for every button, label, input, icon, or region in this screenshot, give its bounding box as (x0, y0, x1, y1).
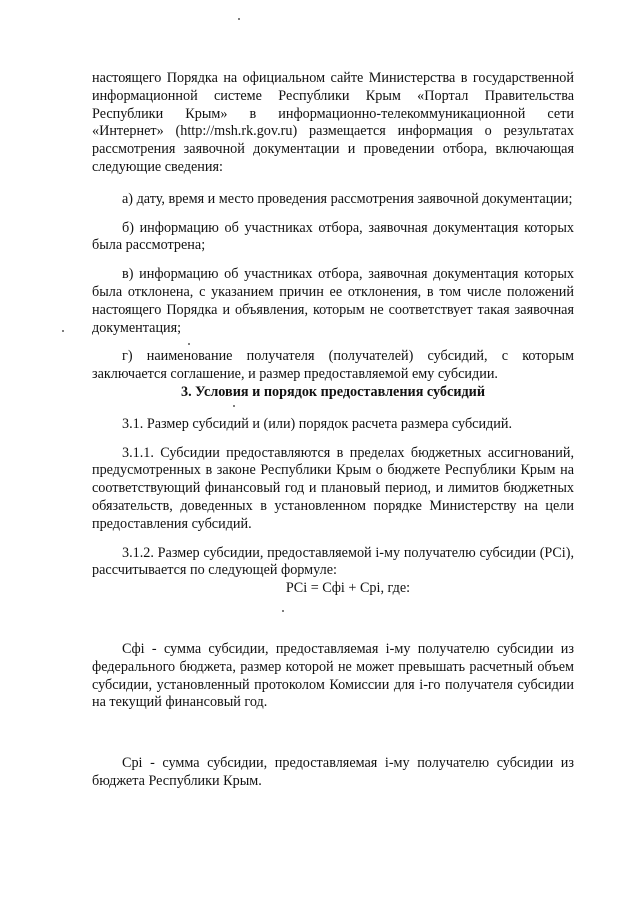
clause-3-1-1: 3.1.1. Субсидии предоставляются в пределах бюджетных ассигнований, предусмотренных в законе Республики Крым о бюджете Республики Крым на соответствующий финансовый год и плановый период, и лимитов бюджетных обязательств, доведенных в установленном порядке Министерству на цели предоставления субсидий. (92, 444, 574, 532)
scan-speck (62, 330, 64, 332)
definition-cfi: Cфi - сумма субсидии, предоставляемая i-му получателю субсидии из федерального бюджета, размер которой не может превышать расчетный объем субсидии, установленный протоколом Комиссии для i-го получателя субсидии на текущий финансовый год. (92, 640, 574, 711)
scan-speck (238, 18, 240, 20)
list-item-d: г) наименование получателя (получателей) субсидий, с которым заключается соглашение, и размер предоставляемой ему субсидии. (92, 348, 574, 383)
scan-speck (282, 610, 284, 612)
scan-speck (188, 343, 190, 345)
list-item-a: а) дату, время и место проведения рассмотрения заявочной документации; (122, 190, 573, 207)
clause-3-1-2: 3.1.2. Размер субсидии, предоставляемой i-му получателю субсидии (PCi), рассчитывается по следующей формуле: (92, 544, 574, 579)
clause-3-1: 3.1. Размер субсидий и (или) порядок расчета размера субсидий. (122, 415, 513, 432)
list-item-c: в) информацию об участниках отбора, заявочная документация которых была отклонена, с указанием причин ее отклонения, в том числе положений настоящего Порядка и объявления, которым не соответствует такая заявочная документация; (92, 266, 574, 336)
document-page (92, 70, 574, 791)
intro-paragraph: настоящего Порядка на официальном сайте Министерства в государственной информационной системе Республики Крым «Портал Правительства Республики Крым» в информационно-телекоммуникационной сети «Интернет» (http://msh.rk.gov.ru) размещается информация о результатах рассмотрения заявочной документации и проведении отбора, включающая следующие сведения: (92, 70, 574, 175)
list-item-b: б) информацию об участниках отбора, заявочная документация которых была рассмотрена; (92, 219, 574, 254)
section-heading: 3. Условия и порядок предоставления субсидий (180, 383, 486, 400)
formula: PCi = Cфi + Cpi, где: (285, 580, 411, 597)
scan-speck (233, 405, 235, 407)
definition-cpi: Cpi - сумма субсидии, предоставляемая i-му получателю субсидии из бюджета Республики Крым. (92, 755, 574, 789)
